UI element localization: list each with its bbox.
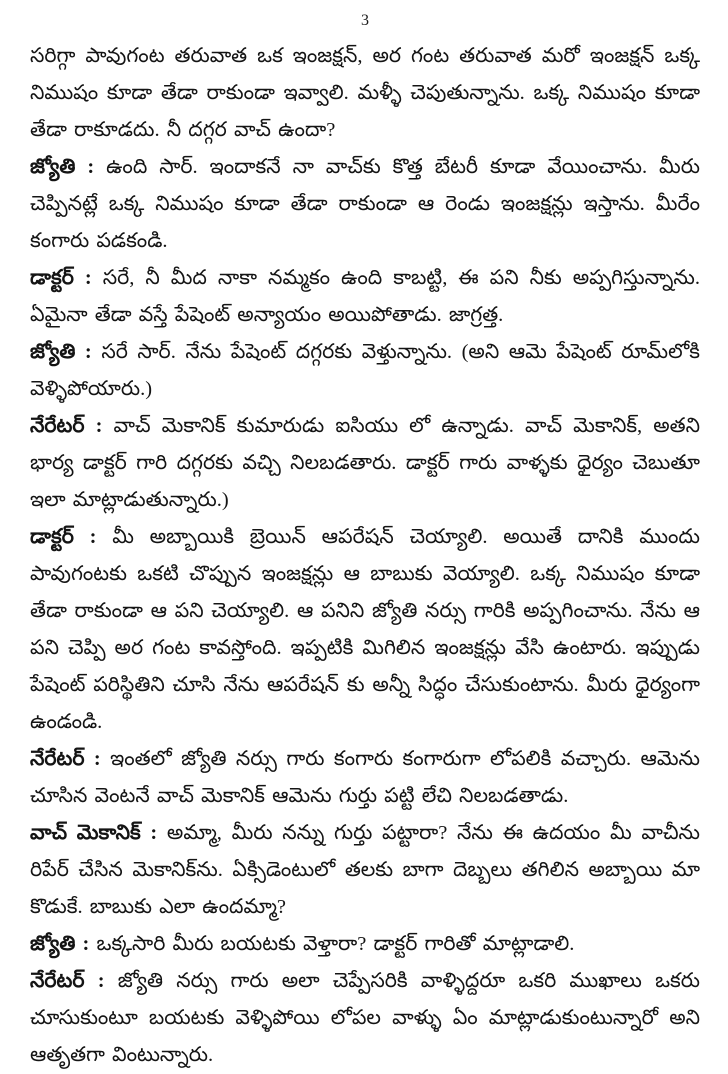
dialogue-paragraph xyxy=(30,741,700,815)
dialogue-text: అమ్మా, మీరు నన్ను గుర్తు పట్టారా? నేను ఈ ఉదయం మీ వాచీను రిపేర్ చేసిన మెకానిక్‌ను. ఏక్సిడెంటులో తలకు బాగా దెబ్బలు తగిలిన అబ్బాయి మా కొడుకే. బాబుకు ఎలా ఉందమ్మా? xyxy=(30,822,701,918)
dialogue-text: జ్యోతి నర్సు గారు అలా చెప్పేసరికి వాళ్ళిద్దరూ ఒకరి ముఖాలు ఒకరు చూసుకుంటూ బయటకు వెళ్ళిపోయి లోపల వాళ్ళు ఏం మాట్లాడుకుంటున్నారో అని ఆతృతగా వింటున్నారు. xyxy=(30,970,701,1066)
dialogue-text: సరిగ్గా పావుగంట తరువాత ఒక ఇంజక్షన్, అర గంట తరువాత మరో ఇంజక్షన్ ఒక్క నిముషం కూడా తేడా రాకుండా ఇవ్వాలి. మళ్ళీ చెపుతున్నాను. ఒక్క నిముషం కూడా తేడా రాకూడదు. నీ దగ్గర వాచ్ ఉందా? xyxy=(30,45,700,141)
dialogue-paragraph xyxy=(30,260,700,334)
page-number: 3 xyxy=(361,12,369,29)
speaker-name: జ్యోతి : xyxy=(30,933,97,955)
dialogue-paragraph xyxy=(30,149,700,260)
speaker-name: నేరేటర్ : xyxy=(30,415,114,437)
dialogue-text: ఒక్కసారి మీరు బయటకు వెళ్తారా? డాక్టర్ గారితో మాట్లాడాలి. xyxy=(96,933,575,955)
dialogue-paragraph xyxy=(30,334,700,408)
dialogue-paragraph xyxy=(30,963,700,1074)
speaker-name: డాక్టర్ : xyxy=(30,267,103,289)
dialogue-paragraph xyxy=(30,519,700,741)
dialogue-text: సరే సార్. నేను పేషెంట్ దగ్గరకు వెళ్తున్నాను. (అని ఆమె పేషెంట్ రూమ్‌లోకి వెళ్ళిపోయారు.) xyxy=(30,341,701,400)
speaker-name: వాచ్ మెకానిక్ : xyxy=(30,822,167,844)
dialogue-paragraph xyxy=(30,926,700,963)
dialogue-text: సరే, నీ మీద నాకా నమ్మకం ఉంది కాబట్టి, ఈ పని నీకు అప్పగిస్తున్నాను. ఏమైనా తేడా వస్తే పేషెంట్ అన్యాయం అయిపోతాడు. జాగ్రత్త. xyxy=(30,267,700,326)
dialogue-paragraph xyxy=(30,815,700,926)
dialogue-text: ఉంది సార్. ఇందాకనే నా వాచ్‌కు కొత్త బేటరీ కూడా వేయించాను. మీరు చెప్పినట్లే ఒక్క నిముషం కూడా తేడా రాకుండా ఆ రెండు ఇంజక్షన్లు ఇస్తాను. మీరేం కంగారు పడకండి. xyxy=(30,156,701,252)
dialogue-text: ఇంతలో జ్యోతి నర్సు గారు కంగారు కంగారుగా లోపలికి వచ్చారు. ఆమెను చూసిన వెంటనే వాచ్ మెకానిక్ ఆమెను గుర్తు పట్టి లేచి నిలబడతాడు. xyxy=(30,748,700,807)
speaker-name: డాక్టర్ : xyxy=(30,526,113,548)
speaker-name: నేరేటర్ : xyxy=(30,748,111,770)
dialogue-text: వాచ్ మెకానిక్ కుమారుడు ఐసియు లో ఉన్నాడు. వాచ్ మెకానిక్, అతని భార్య డాక్టర్ గారి దగ్గరకు వచ్చి నిలబడతారు. డాక్టర్ గారు వాళ్ళకు ధైర్యం చెబుతూ ఇలా మాట్లాడుతున్నారు.) xyxy=(30,415,700,511)
speaker-name: జ్యోతి : xyxy=(30,156,107,178)
dialogue-body xyxy=(30,38,700,1074)
speaker-name: నేరేటర్ : xyxy=(30,970,118,992)
speaker-name: జ్యోతి : xyxy=(30,341,102,363)
dialogue-text: మీ అబ్బాయికి బ్రెయిన్ ఆపరేషన్ చెయ్యాలి. అయితే దానికి ముందు పావుగంటకు ఒకటి చొప్పున ఇంజక్షన్లు ఆ బాబుకు వెయ్యాలి. ఒక్క నిముషం కూడా తేడా రాకుండా ఆ పని చెయ్యాలి. ఆ పనిని జ్యోతి నర్సు గారికి అప్పగించాను. నేను ఆ పని చెప్పి అర గంట కావస్తోంది. ఇప్పటికి మిగిలిన ఇంజక్షన్లు వేసి ఉంటారు. ఇప్పుడు పేషెంట్ పరిస్థితిని చూసి నేను ఆపరేషన్ కు అన్నీ సిద్ధం చేసుకుంటాను. మీరు ధైర్యంగా ఉండండి. xyxy=(30,526,700,733)
dialogue-paragraph xyxy=(30,408,700,519)
dialogue-paragraph xyxy=(30,38,700,149)
